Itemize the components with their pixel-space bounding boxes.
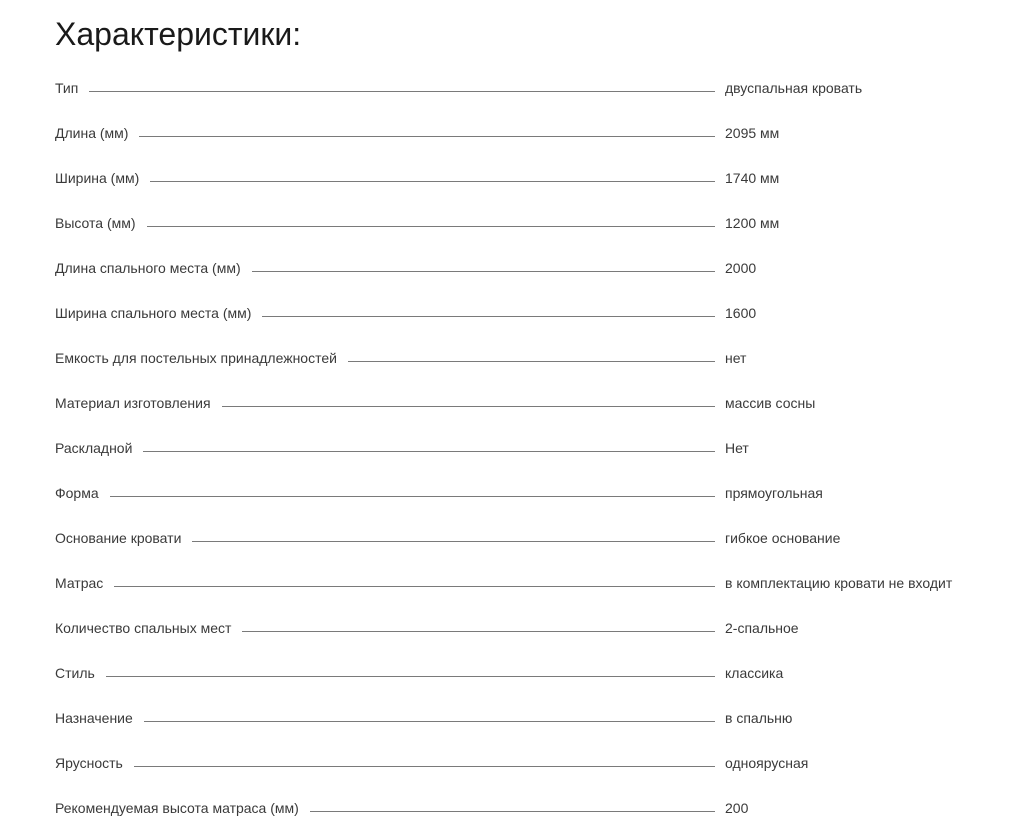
spec-leader-line (114, 586, 715, 587)
spec-name: Стиль (55, 664, 95, 681)
spec-value: 1600 (725, 304, 757, 321)
spec-name: Форма (55, 484, 99, 501)
spec-leader-line (252, 271, 715, 272)
spec-leader-line (134, 766, 715, 767)
spec-name: Длина (мм) (55, 124, 129, 141)
spec-name-cell (55, 301, 715, 325)
spec-row (55, 650, 975, 695)
spec-row (55, 290, 975, 335)
spec-name-cell (55, 571, 715, 595)
spec-leader-line (348, 361, 715, 362)
spec-name: Высота (мм) (55, 214, 136, 231)
spec-row (55, 110, 975, 155)
spec-value: гибкое основание (725, 529, 841, 546)
spec-leader-line (110, 496, 715, 497)
spec-name: Раскладной (55, 439, 133, 456)
spec-value: двуспальная кровать (725, 79, 863, 96)
spec-name-cell (55, 481, 715, 505)
spec-value: Нет (725, 439, 749, 456)
spec-row (55, 470, 975, 515)
spec-name: Основание кровати (55, 529, 182, 546)
spec-name-cell (55, 436, 715, 460)
spec-value: в комплектацию кровати не входит (725, 574, 953, 591)
spec-name-cell (55, 76, 715, 100)
spec-name-cell (55, 121, 715, 145)
spec-leader-line (310, 811, 715, 812)
spec-row (55, 65, 975, 110)
spec-name-cell (55, 616, 715, 640)
specs-title: Характеристики: (55, 16, 302, 52)
spec-leader-line (106, 676, 715, 677)
spec-name: Тип (55, 79, 79, 96)
spec-name: Емкость для постельных принадлежностей (55, 349, 337, 366)
spec-name-cell (55, 526, 715, 550)
spec-row (55, 245, 975, 290)
spec-name: Ширина (мм) (55, 169, 140, 186)
spec-row (55, 695, 975, 740)
spec-leader-line (242, 631, 715, 632)
spec-value: 2095 мм (725, 124, 780, 141)
spec-name: Количество спальных мест (55, 619, 232, 636)
spec-row (55, 785, 975, 830)
spec-row (55, 380, 975, 425)
spec-name-cell (55, 256, 715, 280)
spec-value: 2-спальное (725, 619, 799, 636)
spec-leader-line (262, 316, 715, 317)
spec-leader-line (139, 136, 715, 137)
spec-row (55, 335, 975, 380)
spec-name-cell (55, 346, 715, 370)
spec-leader-line (144, 721, 715, 722)
spec-row (55, 425, 975, 470)
spec-value: прямоугольная (725, 484, 823, 501)
spec-name-cell (55, 706, 715, 730)
spec-value: 2000 (725, 259, 757, 276)
spec-leader-line (192, 541, 715, 542)
spec-row (55, 605, 975, 650)
spec-value: нет (725, 349, 747, 366)
spec-name-cell (55, 751, 715, 775)
spec-name-cell (55, 661, 715, 685)
spec-value: в спальню (725, 709, 793, 726)
spec-row (55, 560, 975, 605)
spec-name-cell (55, 391, 715, 415)
spec-value: 1200 мм (725, 214, 780, 231)
spec-value: одноярусная (725, 754, 809, 771)
spec-value: массив сосны (725, 394, 816, 411)
spec-list (55, 65, 975, 830)
spec-name: Материал изготовления (55, 394, 211, 411)
spec-leader-line (143, 451, 715, 452)
spec-row (55, 740, 975, 785)
spec-name-cell (55, 166, 715, 190)
spec-name: Рекомендуемая высота матраса (мм) (55, 799, 299, 816)
spec-name: Длина спального места (мм) (55, 259, 241, 276)
spec-name: Назначение (55, 709, 133, 726)
spec-row (55, 515, 975, 560)
spec-leader-line (147, 226, 715, 227)
spec-row (55, 200, 975, 245)
spec-leader-line (150, 181, 715, 182)
spec-name: Ярусность (55, 754, 123, 771)
spec-leader-line (89, 91, 715, 92)
spec-value: классика (725, 664, 784, 681)
spec-name-cell (55, 211, 715, 235)
spec-name: Ширина спального места (мм) (55, 304, 252, 321)
spec-value: 200 (725, 799, 749, 816)
spec-value: 1740 мм (725, 169, 780, 186)
spec-name: Матрас (55, 574, 104, 591)
spec-row (55, 155, 975, 200)
spec-leader-line (222, 406, 715, 407)
